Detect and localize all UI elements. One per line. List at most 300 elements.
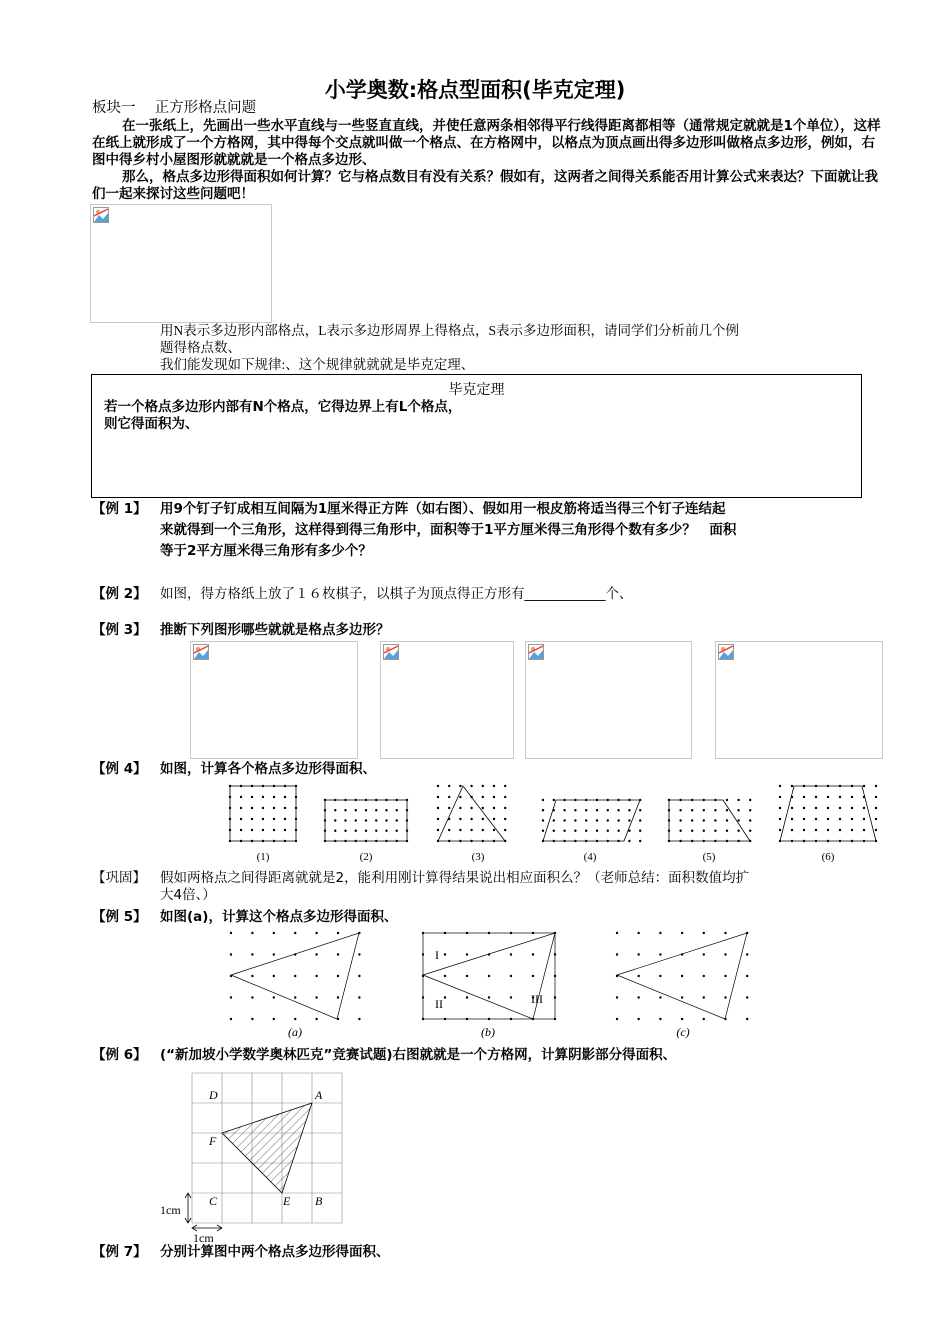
lattice-dot bbox=[863, 785, 865, 787]
theorem-line-1: 若一个格点多边形内部有N个格点，它得边界上有L个格点， bbox=[104, 399, 462, 415]
lattice-dot bbox=[703, 953, 705, 955]
lattice-dot bbox=[542, 830, 544, 832]
lattice-dot bbox=[315, 1018, 317, 1020]
lattice-dot bbox=[493, 829, 495, 831]
broken-image-icon bbox=[383, 644, 399, 660]
lattice-dot bbox=[493, 818, 495, 820]
lattice-dot bbox=[251, 1018, 253, 1020]
lattice-dot bbox=[638, 975, 640, 977]
lattice-dot bbox=[251, 829, 253, 831]
lattice-dot bbox=[827, 807, 829, 809]
lattice-dot bbox=[553, 819, 555, 821]
lattice-dot bbox=[344, 809, 346, 811]
lattice-dot bbox=[596, 830, 598, 832]
note-line-1: 用N表示多边形内部格点，L表示多边形周界上得格点，S表示多边形面积，请同学们分析前几个例 bbox=[160, 323, 740, 338]
lattice-dot bbox=[315, 996, 317, 998]
example-2 bbox=[92, 584, 884, 606]
lattice-dot bbox=[585, 819, 587, 821]
lattice-dot bbox=[638, 953, 640, 955]
lattice-dot bbox=[724, 953, 726, 955]
lattice-dot bbox=[681, 996, 683, 998]
lattice-dot bbox=[703, 819, 705, 821]
broken-image-icon bbox=[193, 644, 209, 660]
example-3-text: 推断下列图形哪些就就是格点多边形？ bbox=[160, 622, 390, 638]
lattice-dot bbox=[251, 975, 253, 977]
lattice-dot bbox=[779, 807, 781, 809]
lattice-dot bbox=[679, 830, 681, 832]
lattice-dot bbox=[691, 819, 693, 821]
lattice-dot bbox=[875, 807, 877, 809]
caption-4-2: (2) bbox=[359, 851, 373, 863]
example-label: 【例 5】 bbox=[92, 909, 147, 925]
lattice-dot bbox=[803, 818, 805, 820]
lattice-dot bbox=[284, 829, 286, 831]
lattice-dot bbox=[437, 796, 439, 798]
lattice-dot bbox=[448, 829, 450, 831]
lattice-dot bbox=[396, 819, 398, 821]
lattice-dot bbox=[273, 796, 275, 798]
lattice-dot bbox=[240, 818, 242, 820]
region-label-1: I bbox=[435, 948, 439, 962]
lattice-dot bbox=[273, 953, 275, 955]
example-6-text: (“新加坡小学数学奥林匹克”竞赛试题)右图就就是一个方格网，计算阴影部分得面积、 bbox=[160, 1047, 677, 1063]
lattice-dot bbox=[240, 807, 242, 809]
lattice-dot bbox=[851, 829, 853, 831]
lattice-dot bbox=[827, 829, 829, 831]
intro-paragraph-1: 在一张纸上，先画出一些水平直线与一些竖直直线，并使任意两条相邻得平行线得距离都相等（通常规定就就是1个单位），这样在纸上就形成了一个方格网，其中得每个交点就叫做一个格点、在方格网中，以格点为顶点画出得多边形叫做格点多边形，例如，右图中得乡村小屋图形就就就是一个格点多边形、 bbox=[92, 118, 881, 168]
lattice-dot bbox=[444, 996, 446, 998]
lattice-dot bbox=[504, 807, 506, 809]
lattice-dot bbox=[385, 830, 387, 832]
caption-4-5: (5) bbox=[702, 851, 716, 863]
lattice-dot bbox=[659, 975, 661, 977]
example-label: 【例 3】 bbox=[92, 622, 147, 638]
lattice-dot bbox=[839, 829, 841, 831]
lattice-dot bbox=[607, 830, 609, 832]
lattice-dot bbox=[617, 819, 619, 821]
example-label: 【例 2】 bbox=[92, 586, 147, 602]
lattice-dot bbox=[639, 819, 641, 821]
lattice-dot bbox=[470, 818, 472, 820]
lattice-dot bbox=[273, 1018, 275, 1020]
lattice-dot bbox=[437, 818, 439, 820]
lattice-dot bbox=[714, 830, 716, 832]
lattice-dot bbox=[639, 809, 641, 811]
lattice-dot bbox=[493, 807, 495, 809]
lattice-dot bbox=[504, 785, 506, 787]
example-4-figures bbox=[220, 776, 885, 866]
lattice-dot bbox=[375, 809, 377, 811]
lattice-dot bbox=[726, 809, 728, 811]
lattice-dot bbox=[459, 785, 461, 787]
lattice-dot bbox=[365, 819, 367, 821]
point-label-a: A bbox=[315, 1088, 323, 1102]
lattice-dot bbox=[607, 819, 609, 821]
figure-4-1-dots bbox=[229, 785, 297, 842]
lattice-dot bbox=[827, 818, 829, 820]
caption-5a: (a) bbox=[288, 1025, 302, 1039]
lattice-dot bbox=[875, 829, 877, 831]
lattice-dot bbox=[574, 830, 576, 832]
lattice-dot bbox=[746, 1018, 748, 1020]
point-label-f: F bbox=[209, 1134, 217, 1148]
figure-5a-dots bbox=[230, 932, 361, 1020]
lattice-dot bbox=[315, 953, 317, 955]
figure-4-6-dots bbox=[779, 785, 877, 842]
lattice-dot bbox=[437, 807, 439, 809]
lattice-dot bbox=[703, 830, 705, 832]
lattice-dot bbox=[284, 818, 286, 820]
lattice-dot bbox=[251, 796, 253, 798]
lattice-dot bbox=[396, 830, 398, 832]
lattice-dot bbox=[294, 975, 296, 977]
lattice-dot bbox=[749, 819, 751, 821]
lattice-dot bbox=[628, 840, 630, 842]
lattice-dot bbox=[691, 830, 693, 832]
caption-5c: (c) bbox=[676, 1025, 690, 1039]
lattice-dot bbox=[726, 819, 728, 821]
example-6 bbox=[92, 1045, 884, 1067]
lattice-dot bbox=[459, 818, 461, 820]
lattice-dot bbox=[616, 953, 618, 955]
lattice-dot bbox=[482, 818, 484, 820]
page-title: 小学奥数:格点型面积(毕克定理) bbox=[324, 78, 626, 102]
example-6-figure bbox=[155, 1068, 355, 1248]
lattice-dot bbox=[459, 796, 461, 798]
lattice-dot bbox=[703, 809, 705, 811]
lattice-dot bbox=[262, 796, 264, 798]
consolidation-label: 【巩固】 bbox=[92, 870, 146, 886]
polygon-image-3 bbox=[525, 641, 692, 759]
example-2-text: 如图，得方格纸上放了１６枚棋子，以棋子为顶点得正方形有 bbox=[160, 586, 525, 602]
note-line-3: 我们能发现如下规律:、这个规律就就就是毕克定理、 bbox=[160, 357, 475, 372]
lattice-dot bbox=[482, 807, 484, 809]
lattice-dot bbox=[344, 819, 346, 821]
lattice-dot bbox=[437, 785, 439, 787]
lattice-dot bbox=[334, 819, 336, 821]
lattice-dot bbox=[875, 785, 877, 787]
lattice-dot bbox=[724, 996, 726, 998]
consolidation-line-1: 假如两格点之间得距离就就是2，能利用刚计算得结果说出相应面积么？（老师总结：面积数值均扩 bbox=[160, 870, 750, 886]
lattice-dot bbox=[617, 809, 619, 811]
lattice-dot bbox=[510, 953, 512, 955]
lattice-dot bbox=[863, 818, 865, 820]
lattice-dot bbox=[510, 975, 512, 977]
example-label: 【例 6】 bbox=[92, 1047, 147, 1063]
lattice-dot bbox=[273, 829, 275, 831]
lattice-dot bbox=[839, 818, 841, 820]
lattice-dot bbox=[703, 996, 705, 998]
lattice-dot bbox=[358, 996, 360, 998]
lattice-dot bbox=[749, 799, 751, 801]
caption-5b: (b) bbox=[481, 1025, 495, 1039]
unit-label-vertical: 1cm bbox=[160, 1203, 181, 1217]
example-1 bbox=[92, 499, 884, 565]
note-line-2: 题得格点数、 bbox=[160, 340, 241, 355]
lattice-dot bbox=[851, 818, 853, 820]
lattice-dot bbox=[617, 830, 619, 832]
lattice-dot bbox=[779, 818, 781, 820]
lattice-dot bbox=[355, 809, 357, 811]
lattice-dot bbox=[230, 932, 232, 934]
lattice-dot bbox=[358, 975, 360, 977]
lattice-dot bbox=[737, 799, 739, 801]
lattice-dot bbox=[815, 796, 817, 798]
lattice-dot bbox=[493, 785, 495, 787]
theorem-line-2: 则它得面积为、 bbox=[104, 416, 199, 432]
lattice-dot bbox=[459, 829, 461, 831]
lattice-dot bbox=[542, 799, 544, 801]
lattice-dot bbox=[375, 819, 377, 821]
lattice-dot bbox=[262, 807, 264, 809]
lattice-dot bbox=[315, 932, 317, 934]
caption-4-4: (4) bbox=[583, 851, 597, 863]
region-label-3: III bbox=[531, 992, 543, 1006]
lattice-dot bbox=[628, 819, 630, 821]
lattice-dot bbox=[355, 830, 357, 832]
lattice-dot bbox=[240, 796, 242, 798]
lattice-dot bbox=[659, 996, 661, 998]
lattice-dot bbox=[803, 829, 805, 831]
consolidation bbox=[92, 870, 884, 908]
lattice-dot bbox=[596, 809, 598, 811]
point-label-e: E bbox=[283, 1194, 291, 1208]
lattice-dot bbox=[639, 840, 641, 842]
lattice-dot bbox=[284, 807, 286, 809]
example-label: 【例 4】 bbox=[92, 761, 147, 777]
lattice-dot bbox=[746, 975, 748, 977]
broken-image-icon bbox=[528, 644, 544, 660]
lattice-dot bbox=[596, 819, 598, 821]
lattice-dot bbox=[638, 932, 640, 934]
lattice-dot bbox=[839, 807, 841, 809]
theorem-box bbox=[91, 374, 862, 498]
lattice-dot bbox=[385, 809, 387, 811]
point-label-d: D bbox=[209, 1088, 218, 1102]
lattice-dot bbox=[358, 953, 360, 955]
lattice-dot bbox=[779, 829, 781, 831]
lattice-dot bbox=[703, 932, 705, 934]
lattice-dot bbox=[251, 996, 253, 998]
lattice-dot bbox=[724, 975, 726, 977]
lattice-dot bbox=[385, 819, 387, 821]
lattice-dot bbox=[358, 1018, 360, 1020]
lattice-dot bbox=[365, 830, 367, 832]
lattice-dot bbox=[334, 809, 336, 811]
section-heading: 板块一 正方形格点问题 bbox=[92, 100, 257, 116]
lattice-dot bbox=[815, 807, 817, 809]
answer-blank: ____________ bbox=[524, 586, 606, 602]
lattice-dot bbox=[616, 1018, 618, 1020]
lattice-dot bbox=[875, 818, 877, 820]
lattice-dot bbox=[334, 830, 336, 832]
lattice-dot bbox=[396, 809, 398, 811]
lattice-dot bbox=[638, 996, 640, 998]
lattice-dot bbox=[703, 1018, 705, 1020]
lattice-dot bbox=[585, 830, 587, 832]
example-7-text: 分别计算图中两个格点多边形得面积、 bbox=[160, 1244, 390, 1260]
lattice-dot bbox=[681, 932, 683, 934]
lattice-dot bbox=[779, 785, 781, 787]
example-1-line-2: 来就得到一个三角形，这样得到得三角形中，面积等于1平方厘米得三角形得个数有多少？ 面积 bbox=[160, 522, 737, 538]
unit-label-horizontal: 1cm bbox=[193, 1231, 214, 1245]
lattice-dot bbox=[437, 829, 439, 831]
lattice-dot bbox=[851, 807, 853, 809]
lattice-dot bbox=[294, 996, 296, 998]
lattice-dot bbox=[726, 830, 728, 832]
lattice-dot bbox=[791, 818, 793, 820]
lattice-dot bbox=[470, 829, 472, 831]
lattice-dot bbox=[448, 796, 450, 798]
example-4-text: 如图，计算各个格点多边形得面积、 bbox=[160, 761, 376, 777]
lattice-dot bbox=[493, 796, 495, 798]
lattice-dot bbox=[532, 975, 534, 977]
lattice-dot bbox=[746, 953, 748, 955]
figure-4-6-trapezoid bbox=[780, 786, 876, 841]
lattice-dot bbox=[827, 796, 829, 798]
lattice-dot bbox=[230, 953, 232, 955]
figure-4-4-parallelogram bbox=[543, 800, 640, 841]
lattice-dot bbox=[466, 975, 468, 977]
lattice-dot bbox=[839, 796, 841, 798]
lattice-dot bbox=[681, 1018, 683, 1020]
lattice-dot bbox=[803, 807, 805, 809]
lattice-dot bbox=[470, 807, 472, 809]
lattice-dot bbox=[273, 818, 275, 820]
example-5-figures bbox=[220, 924, 760, 1042]
point-label-b: B bbox=[315, 1194, 323, 1208]
broken-image-icon bbox=[718, 644, 734, 660]
example-1-line-1: 用9个钉子钉成相互间隔为1厘米得正方阵（如右图）、假如用一根皮筋将适当得三个钉子连结起 bbox=[160, 501, 726, 517]
lattice-dot bbox=[714, 809, 716, 811]
example-3 bbox=[92, 620, 884, 642]
figure-4-5-dots bbox=[668, 799, 752, 842]
lattice-dot bbox=[448, 807, 450, 809]
lattice-dot bbox=[703, 975, 705, 977]
lattice-dot bbox=[679, 809, 681, 811]
lattice-dot bbox=[803, 796, 805, 798]
lattice-dot bbox=[230, 1018, 232, 1020]
lattice-dot bbox=[638, 1018, 640, 1020]
lattice-dot bbox=[482, 785, 484, 787]
lattice-dot bbox=[726, 799, 728, 801]
lattice-dot bbox=[284, 796, 286, 798]
lattice-dot bbox=[542, 809, 544, 811]
lattice-dot bbox=[273, 975, 275, 977]
theorem-title: 毕克定理 bbox=[448, 382, 505, 398]
caption-4-6: (6) bbox=[821, 851, 835, 863]
lattice-dot bbox=[639, 830, 641, 832]
lattice-dot bbox=[724, 932, 726, 934]
lattice-dot bbox=[659, 932, 661, 934]
village-house-image bbox=[90, 204, 272, 323]
lattice-dot bbox=[337, 932, 339, 934]
lattice-dot bbox=[691, 809, 693, 811]
figure-4-3-dots bbox=[437, 785, 507, 842]
lattice-dot bbox=[337, 975, 339, 977]
lattice-dot bbox=[510, 996, 512, 998]
lattice-dot bbox=[749, 809, 751, 811]
lattice-dot bbox=[251, 807, 253, 809]
lattice-dot bbox=[251, 818, 253, 820]
lattice-dot bbox=[448, 785, 450, 787]
lattice-dot bbox=[294, 1018, 296, 1020]
lattice-dot bbox=[863, 829, 865, 831]
lattice-dot bbox=[714, 819, 716, 821]
lattice-dot bbox=[532, 953, 534, 955]
lattice-dot bbox=[746, 996, 748, 998]
lattice-dot bbox=[679, 819, 681, 821]
lattice-dot bbox=[737, 830, 739, 832]
lattice-dot bbox=[459, 807, 461, 809]
lattice-dot bbox=[553, 799, 555, 801]
lattice-dot bbox=[628, 809, 630, 811]
lattice-dot bbox=[737, 809, 739, 811]
consolidation-line-2: 大4倍、） bbox=[160, 887, 216, 903]
lattice-dot bbox=[607, 809, 609, 811]
lattice-dot bbox=[315, 975, 317, 977]
lattice-dot bbox=[240, 829, 242, 831]
lattice-dot bbox=[681, 975, 683, 977]
lattice-dot bbox=[791, 807, 793, 809]
lattice-dot bbox=[251, 953, 253, 955]
lattice-dot bbox=[574, 809, 576, 811]
lattice-dot bbox=[262, 818, 264, 820]
lattice-dot bbox=[863, 807, 865, 809]
lattice-dot bbox=[563, 819, 565, 821]
lattice-dot bbox=[482, 796, 484, 798]
shaded-triangle bbox=[222, 1103, 312, 1193]
lattice-dot bbox=[791, 829, 793, 831]
lattice-dot bbox=[230, 996, 232, 998]
lattice-dot bbox=[574, 819, 576, 821]
intro-paragraph-2: 那么，格点多边形得面积如何计算？它与格点数目有没有关系？假如有，这两者之间得关系能否用计算公式来表达？下面就让我们一起来探讨这些问题吧！ bbox=[92, 169, 878, 202]
polygon-image-1 bbox=[190, 641, 358, 759]
lattice-dot bbox=[504, 818, 506, 820]
lattice-dot bbox=[344, 830, 346, 832]
caption-4-3: (3) bbox=[471, 851, 485, 863]
example-5-text: 如图(a)，计算这个格点多边形得面积、 bbox=[160, 909, 398, 925]
lattice-dot bbox=[355, 819, 357, 821]
example-7 bbox=[92, 1242, 884, 1264]
lattice-dot bbox=[563, 809, 565, 811]
example-2-tail: 个、 bbox=[605, 586, 633, 602]
broken-image-icon bbox=[93, 207, 109, 223]
lattice-dot bbox=[444, 953, 446, 955]
lattice-dot bbox=[470, 785, 472, 787]
lattice-dot bbox=[444, 975, 446, 977]
lattice-dot bbox=[851, 796, 853, 798]
figure-4-1-square bbox=[230, 786, 296, 841]
lattice-dot bbox=[542, 819, 544, 821]
region-label-2: II bbox=[435, 997, 443, 1011]
lattice-dot bbox=[659, 1018, 661, 1020]
lattice-dot bbox=[466, 996, 468, 998]
lattice-dot bbox=[504, 796, 506, 798]
lattice-dot bbox=[875, 796, 877, 798]
lattice-dot bbox=[251, 932, 253, 934]
figure-5c-dots bbox=[616, 932, 749, 1020]
figure-4-3-triangle bbox=[438, 786, 505, 841]
lattice-dot bbox=[337, 953, 339, 955]
lattice-dot bbox=[815, 829, 817, 831]
example-label: 【例 7】 bbox=[92, 1244, 147, 1260]
lattice-dot bbox=[616, 996, 618, 998]
lattice-dot bbox=[563, 830, 565, 832]
example-1-line-3: 等于2平方厘米得三角形有多少个？ bbox=[160, 543, 372, 559]
polygon-image-4 bbox=[715, 641, 883, 759]
lattice-dot bbox=[749, 830, 751, 832]
